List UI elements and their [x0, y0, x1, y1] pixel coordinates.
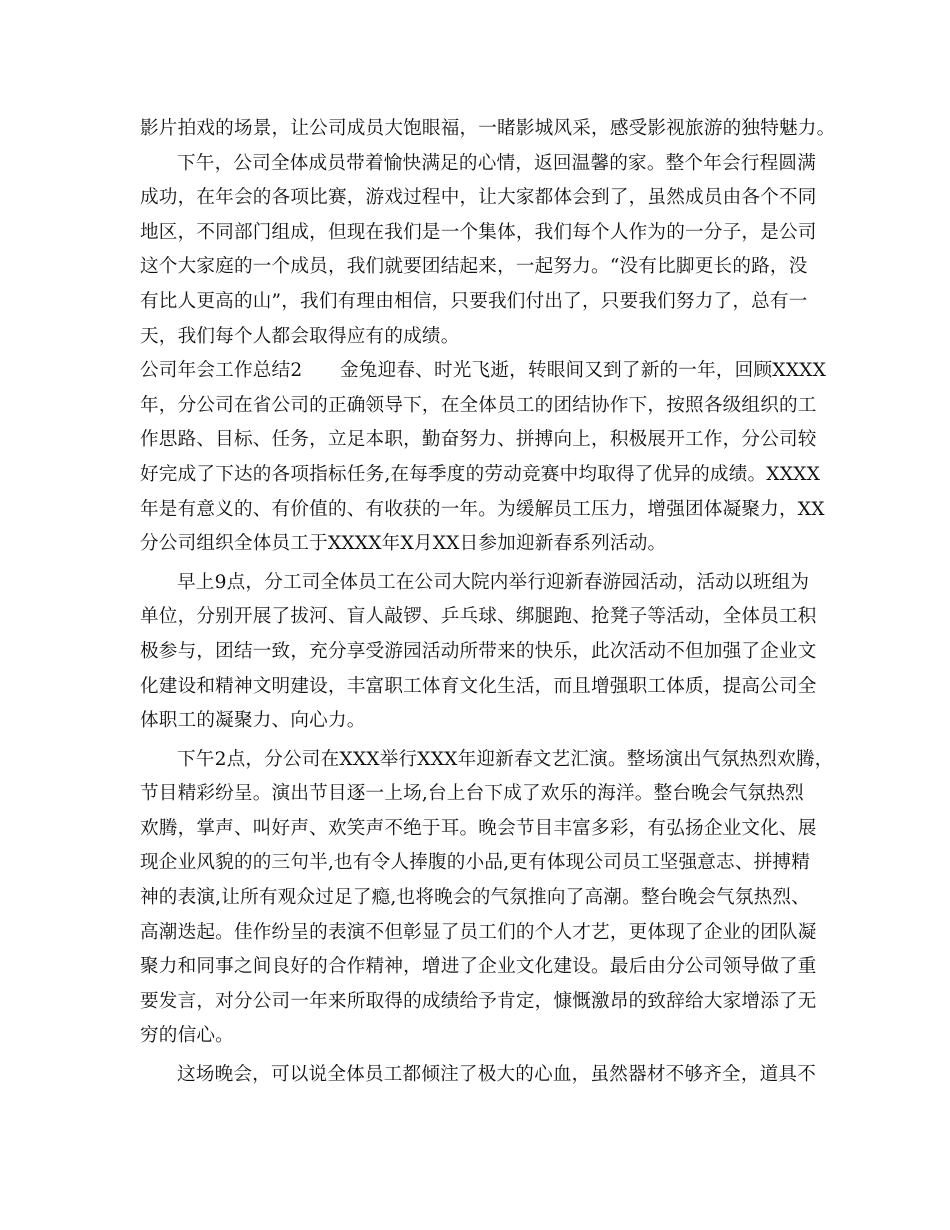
text-line: 这场晚会，可以说全体员工都倾注了极大的心血，虽然器材不够齐全，道具不	[177, 1064, 816, 1086]
text-line: 欢腾，掌声、叫好声、欢笑声不绝于耳。晚会节目丰富多彩，有弘扬企业文化、展	[140, 817, 817, 839]
text-line: 体职工的凝聚力、向心力。	[140, 710, 366, 732]
document-body	[140, 112, 836, 1093]
text-line: 地区，不同部门组成，但现在我们是一个集体，我们每个人作为的一分子，是公司	[140, 221, 817, 243]
text-line: 下午2点，分公司在XXX举行XXX年迎新春文艺汇演。整场演出气氛热烈欢腾，	[177, 748, 834, 770]
text-line: 有比人更高的山”，我们有理由相信，只要我们付出了，只要我们努力了，总有一	[140, 290, 808, 312]
text-line: 年是有意义的、有价值的、有收获的一年。为缓解员工压力，增强团体凝聚力，XX	[140, 498, 825, 520]
text-line: 金兔迎春、时光飞逝，转眼间又到了新的一年，回顾XXXX	[340, 360, 827, 382]
section-heading-line	[140, 354, 827, 389]
text-line: 神的表演,让所有观众过足了瘾,也将晚会的气氛推向了高潮。整台晚会气氛热烈、	[140, 887, 811, 909]
text-line: 聚力和同事之间良好的合作精神，增进了企业文化建设。最后由分公司领导做了重	[140, 956, 817, 978]
text-line: 节目精彩纷呈。演出节目逐一上场,台上台下成了欢乐的海洋。整台晚会气氛热烈	[140, 783, 804, 805]
text-line: 影片拍戏的场景，让公司成员大饱眼福，一睹影城风采，感受影视旅游的独特魅力。	[140, 118, 836, 139]
text-line: 单位，分别开展了拔河、盲人敲锣、乒乓球、绑腿跑、抢凳子等活动，全体员工积	[140, 606, 817, 628]
text-line: 要发言，对分公司一年来所取得的成绩给予肯定，慷慨激昂的致辞给大家增添了无	[140, 990, 817, 1012]
text-line: 这个大家庭的一个成员，我们就要团结起来，一起努力。“没有比脚更长的路，没	[140, 256, 808, 278]
section-heading: 公司年会工作总结2	[140, 360, 303, 382]
text-line: 穷的信心。	[140, 1025, 234, 1047]
text-line: 天，我们每个人都会取得应有的成绩。	[140, 325, 460, 347]
text-line: 成功，在年会的各项比赛，游戏过程中，让大家都体会到了，虽然成员由各个不同	[140, 187, 817, 209]
text-line: 化建设和精神文明建设，丰富职工体育文化生活，而且增强职工体质，提高公司全	[140, 675, 817, 697]
text-line: 下午，公司全体成员带着愉快满足的心情，返回温馨的家。整个年会行程圆满	[177, 152, 816, 174]
text-line: 高潮迭起。佳作纷呈的表演不但彰显了员工们的个人才艺，更体现了企业的团队凝	[140, 921, 817, 943]
text-line: 年，分公司在省公司的正确领导下，在全体员工的团结协作下，按照各级组织的工	[140, 394, 817, 416]
text-line: 早上9点，分工司全体员工在公司大院内举行迎新春游园活动，活动以班组为	[177, 571, 810, 593]
text-line: 分公司组织全体员工于XXXX年X月XX日参加迎新春系列活动。	[140, 533, 667, 555]
text-line: 现企业风貌的的三句半,也有令人捧腹的小品,更有体现公司员工坚强意志、拼搏精	[140, 852, 811, 874]
text-line: 好完成了下达的各项指标任务,在每季度的劳动竞赛中均取得了优异的成绩。XXXX	[140, 463, 821, 485]
text-line: 极参与，团结一致，充分享受游园活动所带来的快乐，此次活动不但加强了企业文	[140, 640, 817, 662]
text-line: 作思路、目标、任务，立足本职，勤奋努力、拼搏向上，积极展开工作，分公司较	[140, 429, 817, 451]
